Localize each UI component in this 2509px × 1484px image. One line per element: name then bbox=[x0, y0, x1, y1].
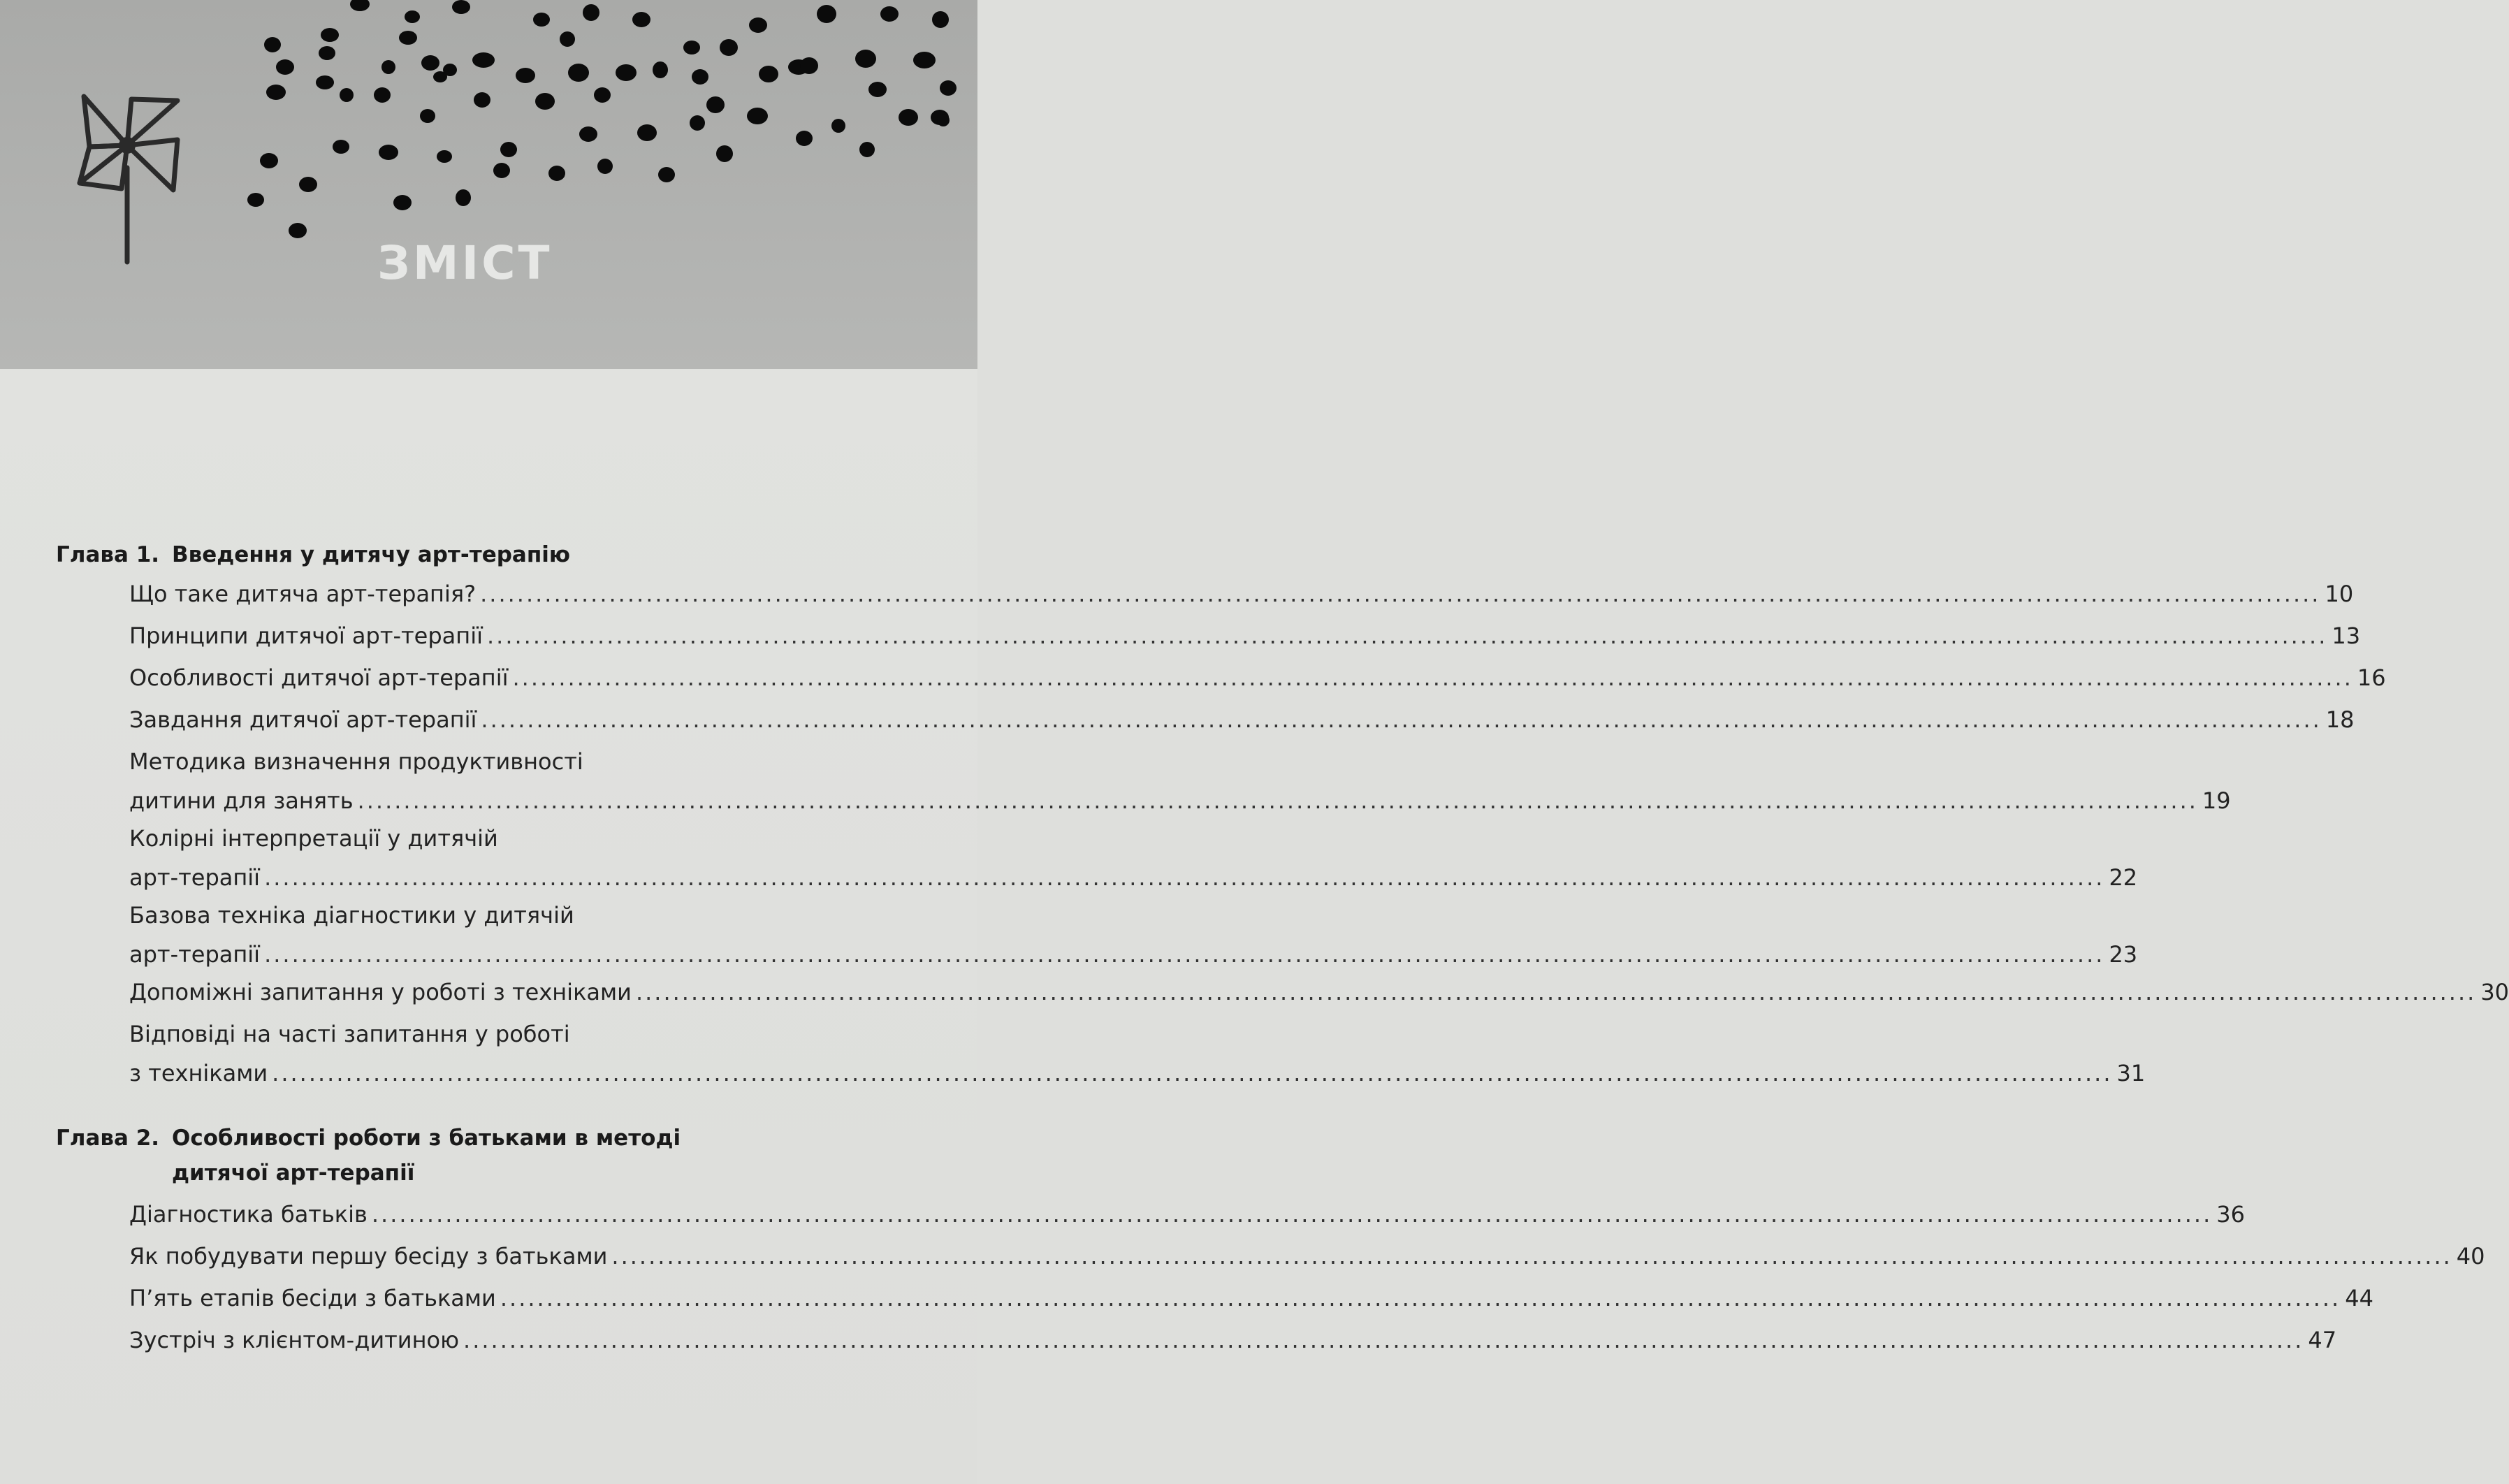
toc-entry[interactable] bbox=[129, 825, 2138, 891]
page-number: 40 bbox=[2456, 1243, 2485, 1270]
chapter-title-line2: дитячої арт-терапії bbox=[172, 1161, 415, 1186]
toc-entry-title: з техніками bbox=[129, 1060, 268, 1086]
toc-entry[interactable] bbox=[129, 1201, 2245, 1228]
page-number: 10 bbox=[2325, 581, 2354, 607]
header-banner bbox=[0, 0, 977, 369]
page-number: 30 bbox=[2480, 979, 2509, 1005]
dot-leader: ........................................................................................................................................................................................................ bbox=[481, 706, 2322, 733]
pinwheel-icon bbox=[75, 91, 187, 265]
dot-leader: ........................................................................................................................................................................................................ bbox=[264, 864, 2105, 891]
toc-entry-title: Діагностика батьків bbox=[129, 1201, 368, 1228]
toc-entry[interactable] bbox=[129, 664, 2386, 691]
page-number: 31 bbox=[2116, 1060, 2146, 1086]
toc-entry-title: Допоміжні запитання у роботі з техніками bbox=[129, 979, 632, 1005]
page-number: 19 bbox=[2202, 787, 2231, 814]
toc-entry-title-line: Відповіді на часті запитання у роботі bbox=[129, 1021, 570, 1047]
toc-entry[interactable] bbox=[129, 748, 2231, 814]
toc-entry-title: арт-терапії bbox=[129, 941, 261, 968]
dot-leader: ........................................................................................................................................................................................................ bbox=[635, 979, 2477, 1005]
toc-entry[interactable] bbox=[129, 623, 2361, 649]
chapter-number: Глава 2. bbox=[56, 1126, 160, 1151]
toc-entry-title: П’ять етапів бесіди з батьками bbox=[129, 1285, 496, 1311]
dot-leader: ........................................................................................................................................................................................................ bbox=[264, 941, 2105, 968]
page-number: 36 bbox=[2216, 1201, 2245, 1228]
dot-leader: ........................................................................................................................................................................................................ bbox=[463, 1327, 2304, 1353]
toc-entry-title-line: Базова техніка діагностики у дитячій bbox=[129, 902, 574, 929]
toc-entry[interactable] bbox=[129, 706, 2355, 733]
toc-entry-title: Зустріч з клієнтом-дитиною bbox=[129, 1327, 460, 1353]
chapter-title: Особливості роботи з батьками в методі bbox=[172, 1126, 681, 1151]
chapter-heading bbox=[56, 1126, 681, 1186]
toc-entry-title-line: Колірні інтерпретації у дитячій bbox=[129, 825, 498, 852]
page-number: 18 bbox=[2325, 706, 2355, 733]
toc-entry[interactable] bbox=[129, 1243, 2485, 1270]
dot-leader: ........................................................................................................................................................................................................ bbox=[357, 787, 2198, 814]
dot-leader: ........................................................................................................................................................................................................ bbox=[500, 1285, 2341, 1311]
chapter-heading bbox=[56, 542, 570, 567]
dot-leader: ........................................................................................................................................................................................................ bbox=[512, 664, 2353, 691]
toc-entry[interactable] bbox=[129, 1327, 2337, 1353]
toc-entry[interactable] bbox=[129, 1285, 2373, 1311]
dot-leader: ........................................................................................................................................................................................................ bbox=[611, 1243, 2452, 1270]
page-number: 13 bbox=[2332, 623, 2361, 649]
toc-entry-title: Завдання дитячої арт-терапії bbox=[129, 706, 477, 733]
toc-entry-title: Як побудувати першу бесіду з батьками bbox=[129, 1243, 608, 1270]
page-number: 44 bbox=[2345, 1285, 2373, 1311]
chapter-title: Введення у дитячу арт-терапію bbox=[172, 542, 571, 567]
dot-leader: ........................................................................................................................................................................................................ bbox=[480, 581, 2321, 607]
toc-entry[interactable] bbox=[129, 979, 2509, 1005]
dot-leader: ........................................................................................................................................................................................................ bbox=[486, 623, 2328, 649]
toc-entry-title-line: Методика визначення продуктивності bbox=[129, 748, 583, 775]
table-of-contents bbox=[0, 369, 2509, 1484]
dot-leader: ........................................................................................................................................................................................................ bbox=[272, 1060, 2113, 1086]
page-title: ЗМІСТ bbox=[377, 236, 553, 290]
toc-entry[interactable] bbox=[129, 902, 2138, 968]
page-number: 16 bbox=[2357, 664, 2386, 691]
dot-leader: ........................................................................................................................................................................................................ bbox=[371, 1201, 2213, 1228]
chapter-number: Глава 1. bbox=[56, 542, 160, 567]
page-number: 47 bbox=[2308, 1327, 2337, 1353]
toc-entry-title: арт-терапії bbox=[129, 864, 261, 891]
toc-entry-title: Принципи дитячої арт-терапії bbox=[129, 623, 483, 649]
page-number: 23 bbox=[2109, 941, 2138, 968]
toc-entry[interactable] bbox=[129, 1021, 2146, 1086]
toc-entry-title: Що таке дитяча арт-терапія? bbox=[129, 581, 477, 607]
toc-entry-title: Особливості дитячої арт-терапії bbox=[129, 664, 509, 691]
toc-entry[interactable] bbox=[129, 581, 2354, 607]
page-number: 22 bbox=[2109, 864, 2138, 891]
toc-entry-title: дитини для занять bbox=[129, 787, 354, 814]
